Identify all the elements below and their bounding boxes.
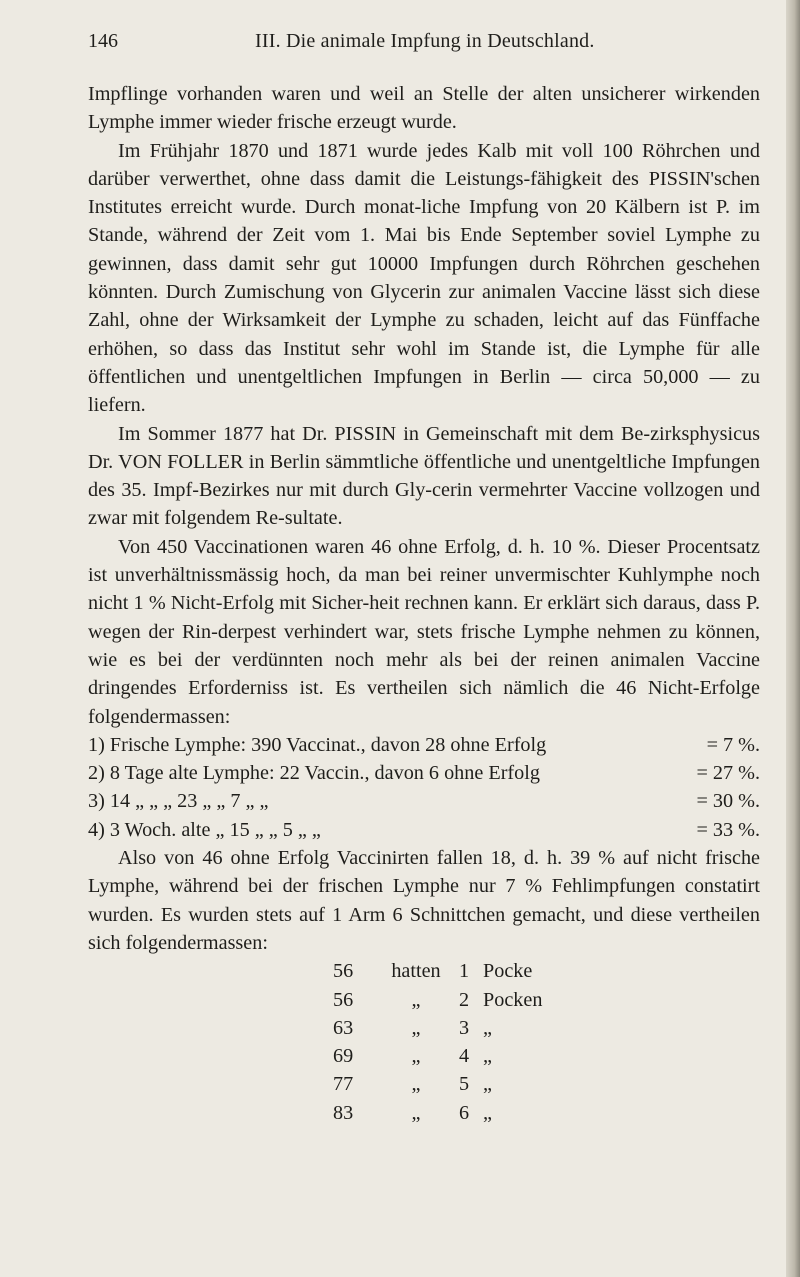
paragraph-vaccinations: Von 450 Vaccinationen waren 46 ohne Erfolg, d. h. 10 %. Dieser Procentsatz ist unverhältnissmässig hoch, da man bei reiner unvermischter Kuhlymphe noch nicht 1 % Nicht-Erfolg mit Sicher-heit rechnen kann. Er erklärt sich daraus, dass P. wegen der Rin-derpest verhindert war, stets frische Lymphe nehmen zu können, wie es bei der verdünnten noch mehr als bei der reinen animalen Vaccine dringendes Erforderniss ist. Es vertheilen sich nämlich die 46 Nicht-Erfolge folgendermassen:	[88, 535, 760, 728]
count-word: Pocke	[483, 960, 533, 983]
result-label: 2) 8 Tage alte Lymphe: 22 Vaccin., davon 6 ohne Erfolg	[88, 762, 540, 785]
count-row	[333, 1070, 760, 1098]
count-number: 83	[333, 1101, 354, 1124]
count-verb: hatten	[391, 960, 441, 983]
count-row	[333, 957, 760, 985]
paragraph-continued: Impflinge vorhanden waren und weil an Stelle der alten unsicherer wirkenden Lymphe immer wieder frische erzeugt wurde.	[88, 83, 760, 134]
result-value: = 33 %.	[696, 818, 760, 841]
result-row	[88, 816, 760, 844]
result-label: 3) 14 „ „ „ 23 „ „ 7 „ „	[88, 790, 269, 813]
count-word: Pocken	[483, 988, 543, 1011]
count-pocks: 6	[459, 1101, 470, 1124]
count-number: 69	[333, 1045, 354, 1068]
result-row	[88, 787, 760, 815]
page-header	[88, 30, 748, 58]
result-label: 4) 3 Woch. alte „ 15 „ „ 5 „ „	[88, 818, 321, 841]
count-verb: „	[411, 988, 421, 1011]
count-verb: „	[411, 1101, 421, 1124]
page-edge	[786, 0, 800, 1277]
result-row	[88, 759, 760, 787]
count-pocks: 5	[459, 1073, 470, 1096]
count-row	[333, 986, 760, 1014]
paragraph-pissin-institute: Im Frühjahr 1870 und 1871 wurde jedes Kalb mit voll 100 Röhrchen und darüber verwerthet, ohne dass damit die Leistungs-fähigkeit des PISSIN'schen Institutes erreicht wurde. Durch monat-liche Impfung von 20 Kälbern ist P. im Stande, während der Zeit vom 1. Mai bis Ende September soviel Lymphe zu gewinnen, dass damit sehr gut 10000 Impfungen durch Röhrchen geschehen könnten. Durch Zumischung von Glycerin zur animalen Vaccine lässt sich diese Zahl, ohne der Wirksamkeit der Lymphe zu schaden, leicht auf das Fünffache erhöhen, so dass das Institut sehr wohl im Stande ist, die Lymphe für alle öffentlichen und unentgeltlichen Impfungen in Berlin — circa 50,000 — zu liefern.	[88, 139, 760, 417]
paragraph-analysis: Also von 46 ohne Erfolg Vaccinirten fallen 18, d. h. 39 % auf nicht frische Lymphe, während bei der frischen Lymphe nur 7 % Fehlimpfungen constatirt wurden. Es wurden stets auf 1 Arm 6 Schnittchen gemacht, und diese vertheilen sich folgendermassen:	[88, 847, 760, 954]
count-word: „	[483, 1101, 492, 1124]
count-number: 63	[333, 1016, 354, 1039]
result-row	[88, 731, 760, 759]
pocke-counts-table	[333, 957, 760, 1127]
count-number: 77	[333, 1073, 354, 1096]
results-list	[88, 731, 760, 844]
count-word: „	[483, 1045, 492, 1068]
page-number: 146	[88, 30, 118, 52]
count-verb: „	[411, 1045, 421, 1068]
count-pocks: 4	[459, 1045, 470, 1068]
running-title: III. Die animale Impfung in Deutschland.	[255, 30, 595, 52]
count-row	[333, 1042, 760, 1070]
count-pocks: 1	[459, 960, 470, 983]
page-body	[88, 80, 760, 1127]
count-word: „	[483, 1073, 492, 1096]
count-row	[333, 1099, 760, 1127]
result-value: = 7 %.	[706, 733, 760, 756]
count-word: „	[483, 1016, 492, 1039]
result-value: = 30 %.	[696, 790, 760, 813]
result-label: 1) Frische Lymphe: 390 Vaccinat., davon 28 ohne Erfolg	[88, 733, 547, 756]
count-verb: „	[411, 1073, 421, 1096]
count-pocks: 2	[459, 988, 470, 1011]
count-number: 56	[333, 988, 354, 1011]
paragraph-summer-1877: Im Sommer 1877 hat Dr. PISSIN in Gemeinschaft mit dem Be-zirksphysicus Dr. VON FOLLER in Berlin sämmtliche öffentliche und unentgeltliche Impfungen des 35. Impf-Bezirkes nur mit durch Gly-cerin vermehrter Vaccine vollzogen und zwar mit folgendem Re-sultate.	[88, 422, 760, 530]
result-value: = 27 %.	[696, 762, 760, 785]
count-pocks: 3	[459, 1016, 470, 1039]
count-row	[333, 1014, 760, 1042]
count-verb: „	[411, 1016, 421, 1039]
count-number: 56	[333, 960, 354, 983]
